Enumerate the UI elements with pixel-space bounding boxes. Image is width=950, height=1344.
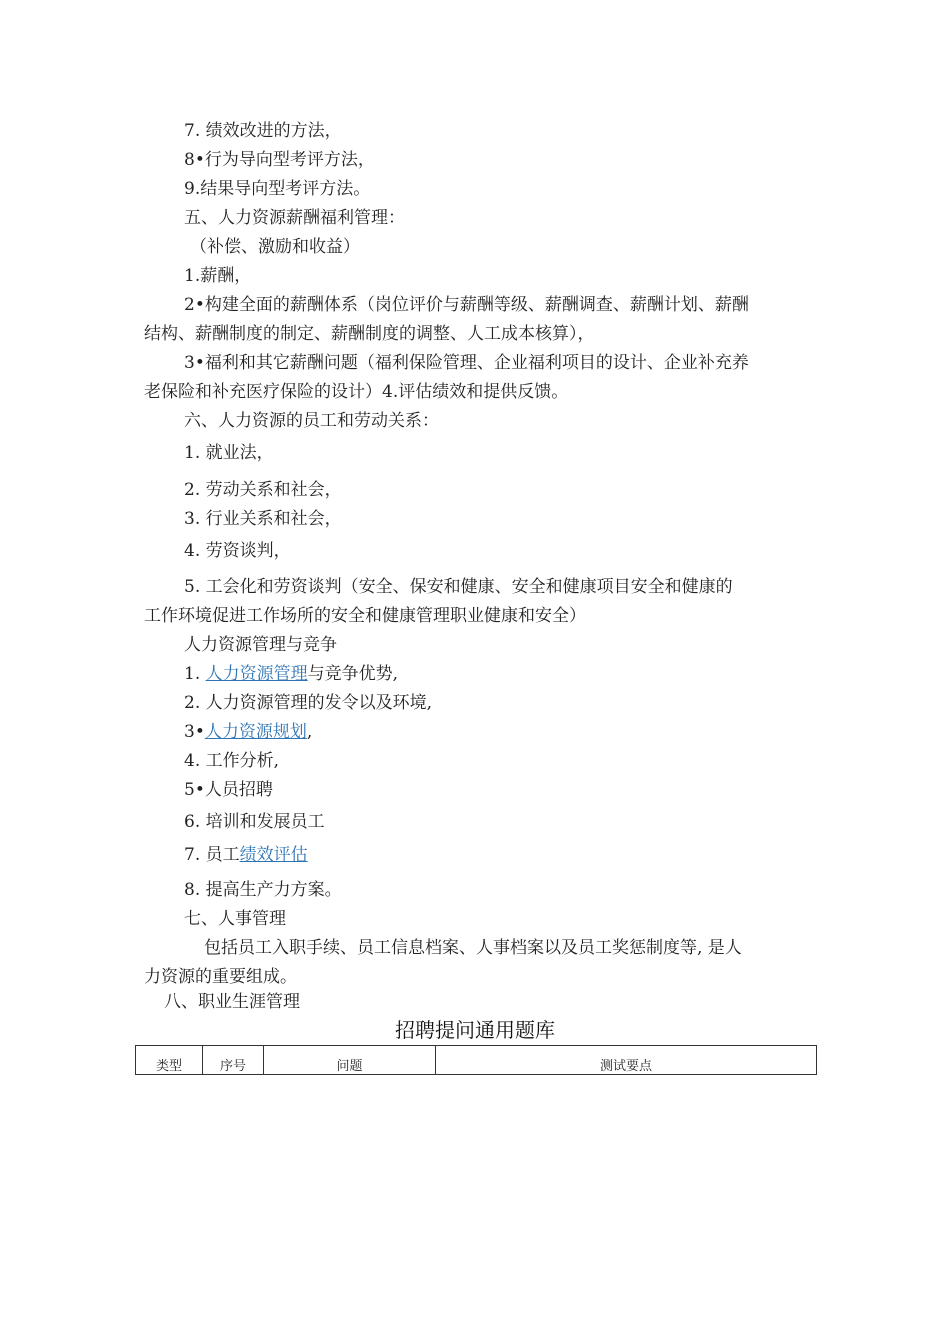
text-span: 1. [184, 664, 206, 684]
text-line: 2. 人力资源管理的发令以及环境, [184, 693, 433, 713]
text-line: 4. 工作分析, [184, 751, 280, 771]
text-line: 7. 绩效改进的方法， [184, 121, 342, 141]
text-line: 3. 行业关系和社会， [184, 509, 342, 529]
text-line: 1. 就业法， [184, 443, 274, 463]
text-span: 与竞争优势, [307, 664, 399, 684]
section-heading: 五、人力资源薪酬福利管理： [184, 208, 405, 228]
table-header-row [136, 1046, 817, 1075]
section-heading: 六、人力资源的员工和劳动关系： [184, 411, 439, 431]
text-line [184, 664, 398, 684]
section-heading: 八、职业生涯管理 [164, 992, 300, 1012]
text-line: 5•人员招聘 [184, 780, 273, 800]
text-line: 1.薪酬， [184, 266, 252, 286]
text-span: 3• [184, 722, 205, 742]
text-line: 6. 培训和发展员工 [184, 812, 325, 832]
text-line: 5. 工会化和劳资谈判（安全、保安和健康、安全和健康项目安全和健康的 [184, 577, 733, 597]
table-title: 招聘提问通用题库 [395, 1018, 555, 1042]
header-number: 序号 [203, 1046, 264, 1075]
section-heading: 人力资源管理与竞争 [184, 635, 337, 655]
text-line: 2. 劳动关系和社会， [184, 480, 342, 500]
text-span: 7. 员工 [184, 845, 240, 865]
text-line: 包括员工入职手续、员工信息档案、人事档案以及员工奖惩制度等, 是人 [204, 938, 742, 958]
hr-management-link[interactable]: 人力资源管理 [205, 664, 308, 684]
text-line: 力资源的重要组成。 [144, 967, 297, 987]
text-line: 老保险和补充医疗保险的设计）4.评估绩效和提供反馈。 [144, 382, 569, 402]
text-line: 工作环境促进工作场所的安全和健康管理职业健康和安全） [144, 606, 586, 626]
text-line: 2•构建全面的薪酬体系（岗位评价与薪酬等级、薪酬调查、薪酬计划、薪酬 [184, 295, 749, 315]
text-line [184, 722, 312, 742]
header-question: 问题 [264, 1046, 436, 1075]
text-line: 8•行为导向型考评方法， [184, 150, 375, 170]
text-line: 3•福利和其它薪酬问题（福利保险管理、企业福利项目的设计、企业补充养 [184, 353, 749, 373]
text-line: 8. 提高生产力方案。 [184, 880, 342, 900]
header-type: 类型 [136, 1046, 203, 1075]
performance-evaluation-link[interactable]: 绩效评估 [239, 845, 308, 865]
header-test-points: 测试要点 [436, 1046, 817, 1075]
text-span: , [306, 722, 313, 742]
section-heading: 七、人事管理 [184, 909, 286, 929]
hr-planning-link[interactable]: 人力资源规划 [204, 722, 307, 742]
text-line: 9.结果导向型考评方法。 [184, 179, 371, 199]
text-line [184, 845, 308, 865]
text-line: （补偿、激励和收益） [190, 237, 360, 257]
text-line: 结构、薪酬制度的制定、薪酬制度的调整、人工成本核算）， [144, 324, 595, 344]
question-bank-table [135, 1045, 817, 1075]
text-line: 4. 劳资谈判， [184, 541, 291, 561]
